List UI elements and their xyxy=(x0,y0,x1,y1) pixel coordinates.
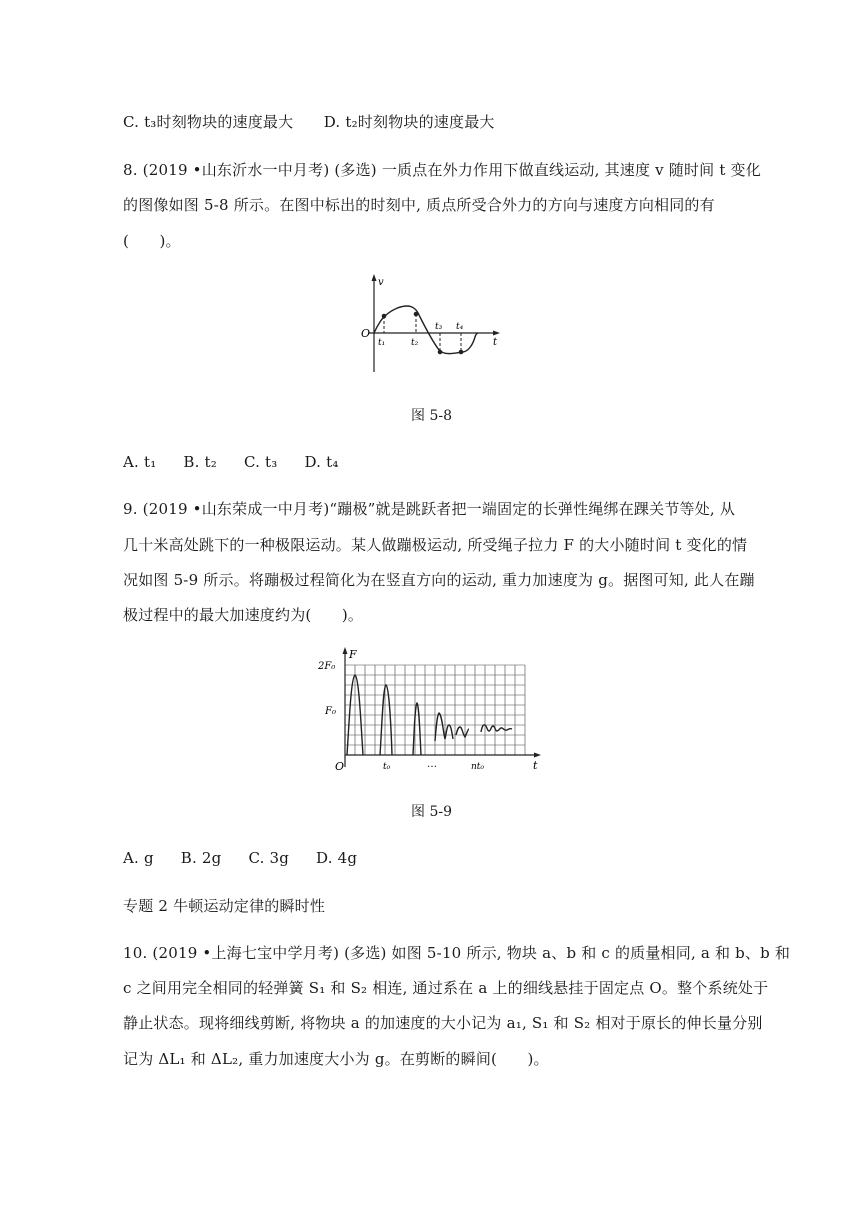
t-axis-label: t xyxy=(493,337,498,348)
point-t3 xyxy=(438,350,443,355)
q9-stem-line-3: 况如图 5-9 所示。将蹦极过程简化为在竖直方向的运动, 重力加速度为 g。据图可知, 此人在蹦 xyxy=(123,571,755,589)
f-axis-label: F xyxy=(349,648,357,661)
t-axis-arrow xyxy=(493,331,500,336)
tick-t3: t₃ xyxy=(435,322,443,332)
tick-t2: t₂ xyxy=(411,338,419,348)
figure-5-8 xyxy=(355,272,515,380)
q9-stem-line-4: 极过程中的最大加速度约为( )。 xyxy=(123,606,364,624)
q8-option-c: C. t₃ xyxy=(243,453,278,471)
q9-options xyxy=(123,848,379,868)
origin-label: O xyxy=(361,327,371,340)
figure-5-9-caption: 图 5-9 xyxy=(411,804,452,820)
x-tick-dots: … xyxy=(427,759,437,770)
q9-stem-line-1: 9. (2019 •山东荣成一中月考)“蹦极”就是跳跃者把一端固定的长弹性绳绑在踝关节等处, 从 xyxy=(123,500,736,518)
q10-stem-line-4: 记为 ΔL₁ 和 ΔL₂, 重力加速度大小为 g。在剪断的瞬间( )。 xyxy=(123,1050,549,1068)
t-axis-arrow xyxy=(534,753,541,758)
point-t1 xyxy=(382,314,387,319)
t-axis-label: t xyxy=(533,759,538,772)
v-axis-label: v xyxy=(378,277,384,288)
x-tick-nt0: nt₀ xyxy=(471,762,485,772)
v-axis-arrow xyxy=(372,274,377,281)
point-t2 xyxy=(414,312,419,317)
x-tick-t0: t₀ xyxy=(383,762,391,772)
q9-option-c: C. 3g xyxy=(248,849,290,867)
q8-option-b: B. t₂ xyxy=(183,453,217,471)
q9-option-d: D. 4g xyxy=(316,849,358,867)
grid xyxy=(345,665,525,755)
q8-option-d: D. t₄ xyxy=(304,453,339,471)
q10-stem-line-3: 静止状态。现将细线剪断, 将物块 a 的加速度的大小记为 a₁, S₁ 和 S₂ 相对于原长的伸长量分别 xyxy=(123,1014,763,1032)
figure-5-8-caption: 图 5-8 xyxy=(411,408,452,424)
q9-option-b: B. 2g xyxy=(180,849,222,867)
q9-stem-line-2: 几十米高处跳下的一种极限运动。某人做蹦极运动, 所受绳子拉力 F 的大小随时间 t 变化的情 xyxy=(123,536,748,554)
q8-stem-line-1: 8. (2019 •山东沂水一中月考) (多选) 一质点在外力作用下做直线运动, 其速度 v 随时间 t 变化 xyxy=(123,161,761,179)
q9-option-a: A. g xyxy=(123,849,154,867)
section-heading: 专题 2 牛顿运动定律的瞬时性 xyxy=(123,897,326,915)
y-tick-2F0: 2F₀ xyxy=(318,661,336,672)
y-tick-F0: F₀ xyxy=(325,706,336,717)
q8-options xyxy=(123,452,361,472)
tick-t1: t₁ xyxy=(378,338,386,348)
f-axis-arrow xyxy=(343,647,348,654)
q8-stem-line-2: 的图像如图 5-8 所示。在图中标出的时刻中, 质点所受合外力的方向与速度方向相同的有 xyxy=(123,196,715,214)
figure-5-9 xyxy=(315,645,550,775)
q8-stem-line-3: ( )。 xyxy=(123,232,181,250)
point-t4 xyxy=(459,350,464,355)
q10-stem-line-1: 10. (2019 •上海七宝中学月考) (多选) 如图 5-10 所示, 物块 a、b 和 c 的质量相同, a 和 b、b 和 xyxy=(123,944,791,962)
q8-option-a: A. t₁ xyxy=(123,453,157,471)
origin-label: O xyxy=(335,760,345,773)
tick-t4: t₄ xyxy=(456,322,464,332)
q10-stem-line-2: c 之间用完全相同的轻弹簧 S₁ 和 S₂ 相连, 通过系在 a 上的细线悬挂于固定点 O。整个系统处于 xyxy=(123,979,769,997)
q7-options-line: C. t₃时刻物块的速度最大 D. t₂时刻物块的速度最大 xyxy=(123,113,495,131)
